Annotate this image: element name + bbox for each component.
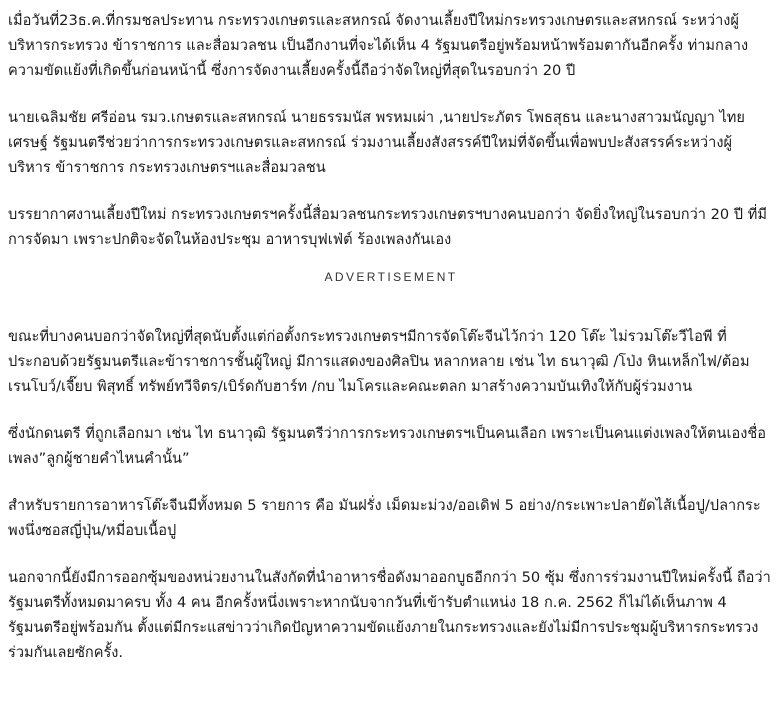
article-paragraph-5: ซึ่งนักดนตรี ที่ถูกเลือกมา เช่น ไท ธนาวุฒิ รัฐมนตรีว่าการกระทรวงเกษตรฯเป็นคนเลือก เพราะเป็นคนแต่งเพลงให้ตนเองชื่อเพลง”ลูกผู้ชายคำไหนคำนั้น” <box>8 425 767 467</box>
article-paragraph-7: นอกจากนี้ยังมีการออกซุ้มของหน่วยงานในสังกัดที่นำอาหารชื่อดังมาออกบูธอีกกว่า 50 ซุ้ม ซึ่งการร่วมงานปีใหม่ครั้งนี้ ถือว่า รัฐมนตรีทั้งหมดมาครบ ทั้ง 4 คน อีกครั้งหนึ่งเพราะหากนับจากวันที่เข้ารับตำแหน่ง 18 ก.ค. 2562 ก็ไม่ได้เห็นภาพ 4 รัฐมนตรีอยู่พร้อมกัน ตั้งแต่มีกระแสข่าวว่าเกิดปัญหาความขัดแย้งภายในกระทรวงและยังไม่มีการประชุมผู้บริหารกระทรวงร่วมกันเลยซักครั้ง. <box>8 569 771 661</box>
article-paragraph-4: ขณะที่บางคนบอกว่าจัดใหญ่ที่สุดนับตั้งแต่ก่อตั้งกระทรวงเกษตรฯมีการจัดโต๊ะจีนไว้กว่า 120 โต๊ะ ไม่รวมโต๊ะวีไอพี ที่ประกอบด้วยรัฐมนตรีและข้าราชการชั้นผู้ใหญ่ มีการแสดงของศิลปิน หลากหลาย เช่น ไท ธนาวุฒิ /โป่ง หินเหล็กไฟ/ต้อม เรนโบว์/เจี๊ยบ พิสุทธิ์ ทรัพย์ทวีจิตร/เบิร์ดกับฮาร์ท /กบ ไมโครและคณะตลก มาสร้างความบันเทิงให้กับผู้ร่วมงาน <box>8 328 750 395</box>
article-paragraph-1: เมื่อวันที่23ธ.ค.ที่กรมชลประทาน กระทรวงเกษตรและสหกรณ์ จัดงานเลี้ยงปีใหม่กระทรวงเกษตรและสหกรณ์ ระหว่างผู้บริหารกระทรวง ข้าราชการ และสื่อมวลชน เป็นอีกงานที่จะได้เห็น 4 รัฐมนตรีอยู่พร้อมหน้าพร้อมตากันอีกครั้ง ท่ามกลางความขัดแย้งที่เกิดขึ้นก่อนหน้านี้ ซึ่งการจัดงานเลี้ยงครั้งนี้ถือว่าจัดใหญ่ที่สุดในรอบกว่า 20 ปี <box>8 12 749 79</box>
article-body <box>8 8 774 687</box>
article-paragraph-6: สำหรับรายการอาหารโต๊ะจีนมีทั้งหมด 5 รายการ คือ มันฝรั่ง เม็ดมะม่วง/ออเดิฟ 5 อย่าง/กระเพาะปลายัดไส้เนื้อปู/ปลากระพงนึ่งซอสญี่ปุ่น/หมี่อบเนื้อปู <box>8 497 761 539</box>
advertisement-slot <box>8 286 774 324</box>
article-paragraph-3: บรรยากาศงานเลี้ยงปีใหม่ กระทรวงเกษตรฯครั้งนี้สื่อมวลชนกระทรวงเกษตรฯบางคนบอกว่า จัดยิ่งใหญ่ในรอบกว่า 20 ปี ที่มีการจัดมา เพราะปกติจะจัดในห้องประชุม อาหารบุฟเฟ่ต์ ร้องเพลงกันเอง <box>8 206 767 248</box>
article-paragraph-2: นายเฉลิมชัย ศรีอ่อน รมว.เกษตรและสหกรณ์ นายธรรมนัส พรหมเผ่า ,นายประภัตร โพธสุธน และนางสาวมนัญญา ไทยเศรษฐ์ รัฐมนตรีช่วยว่าการกระทรวงเกษตรและสหกรณ์ ร่วมงานเลี้ยงสังสรรค์ปีใหม่ที่จัดขึ้นเพื่อพบปะสังสรรค์ระหว่างผู้บริหาร ข้าราชการ กระทรวงเกษตรฯและสื่อมวลชน <box>8 109 745 176</box>
advertisement-label: ADVERTISEMENT <box>324 270 458 284</box>
